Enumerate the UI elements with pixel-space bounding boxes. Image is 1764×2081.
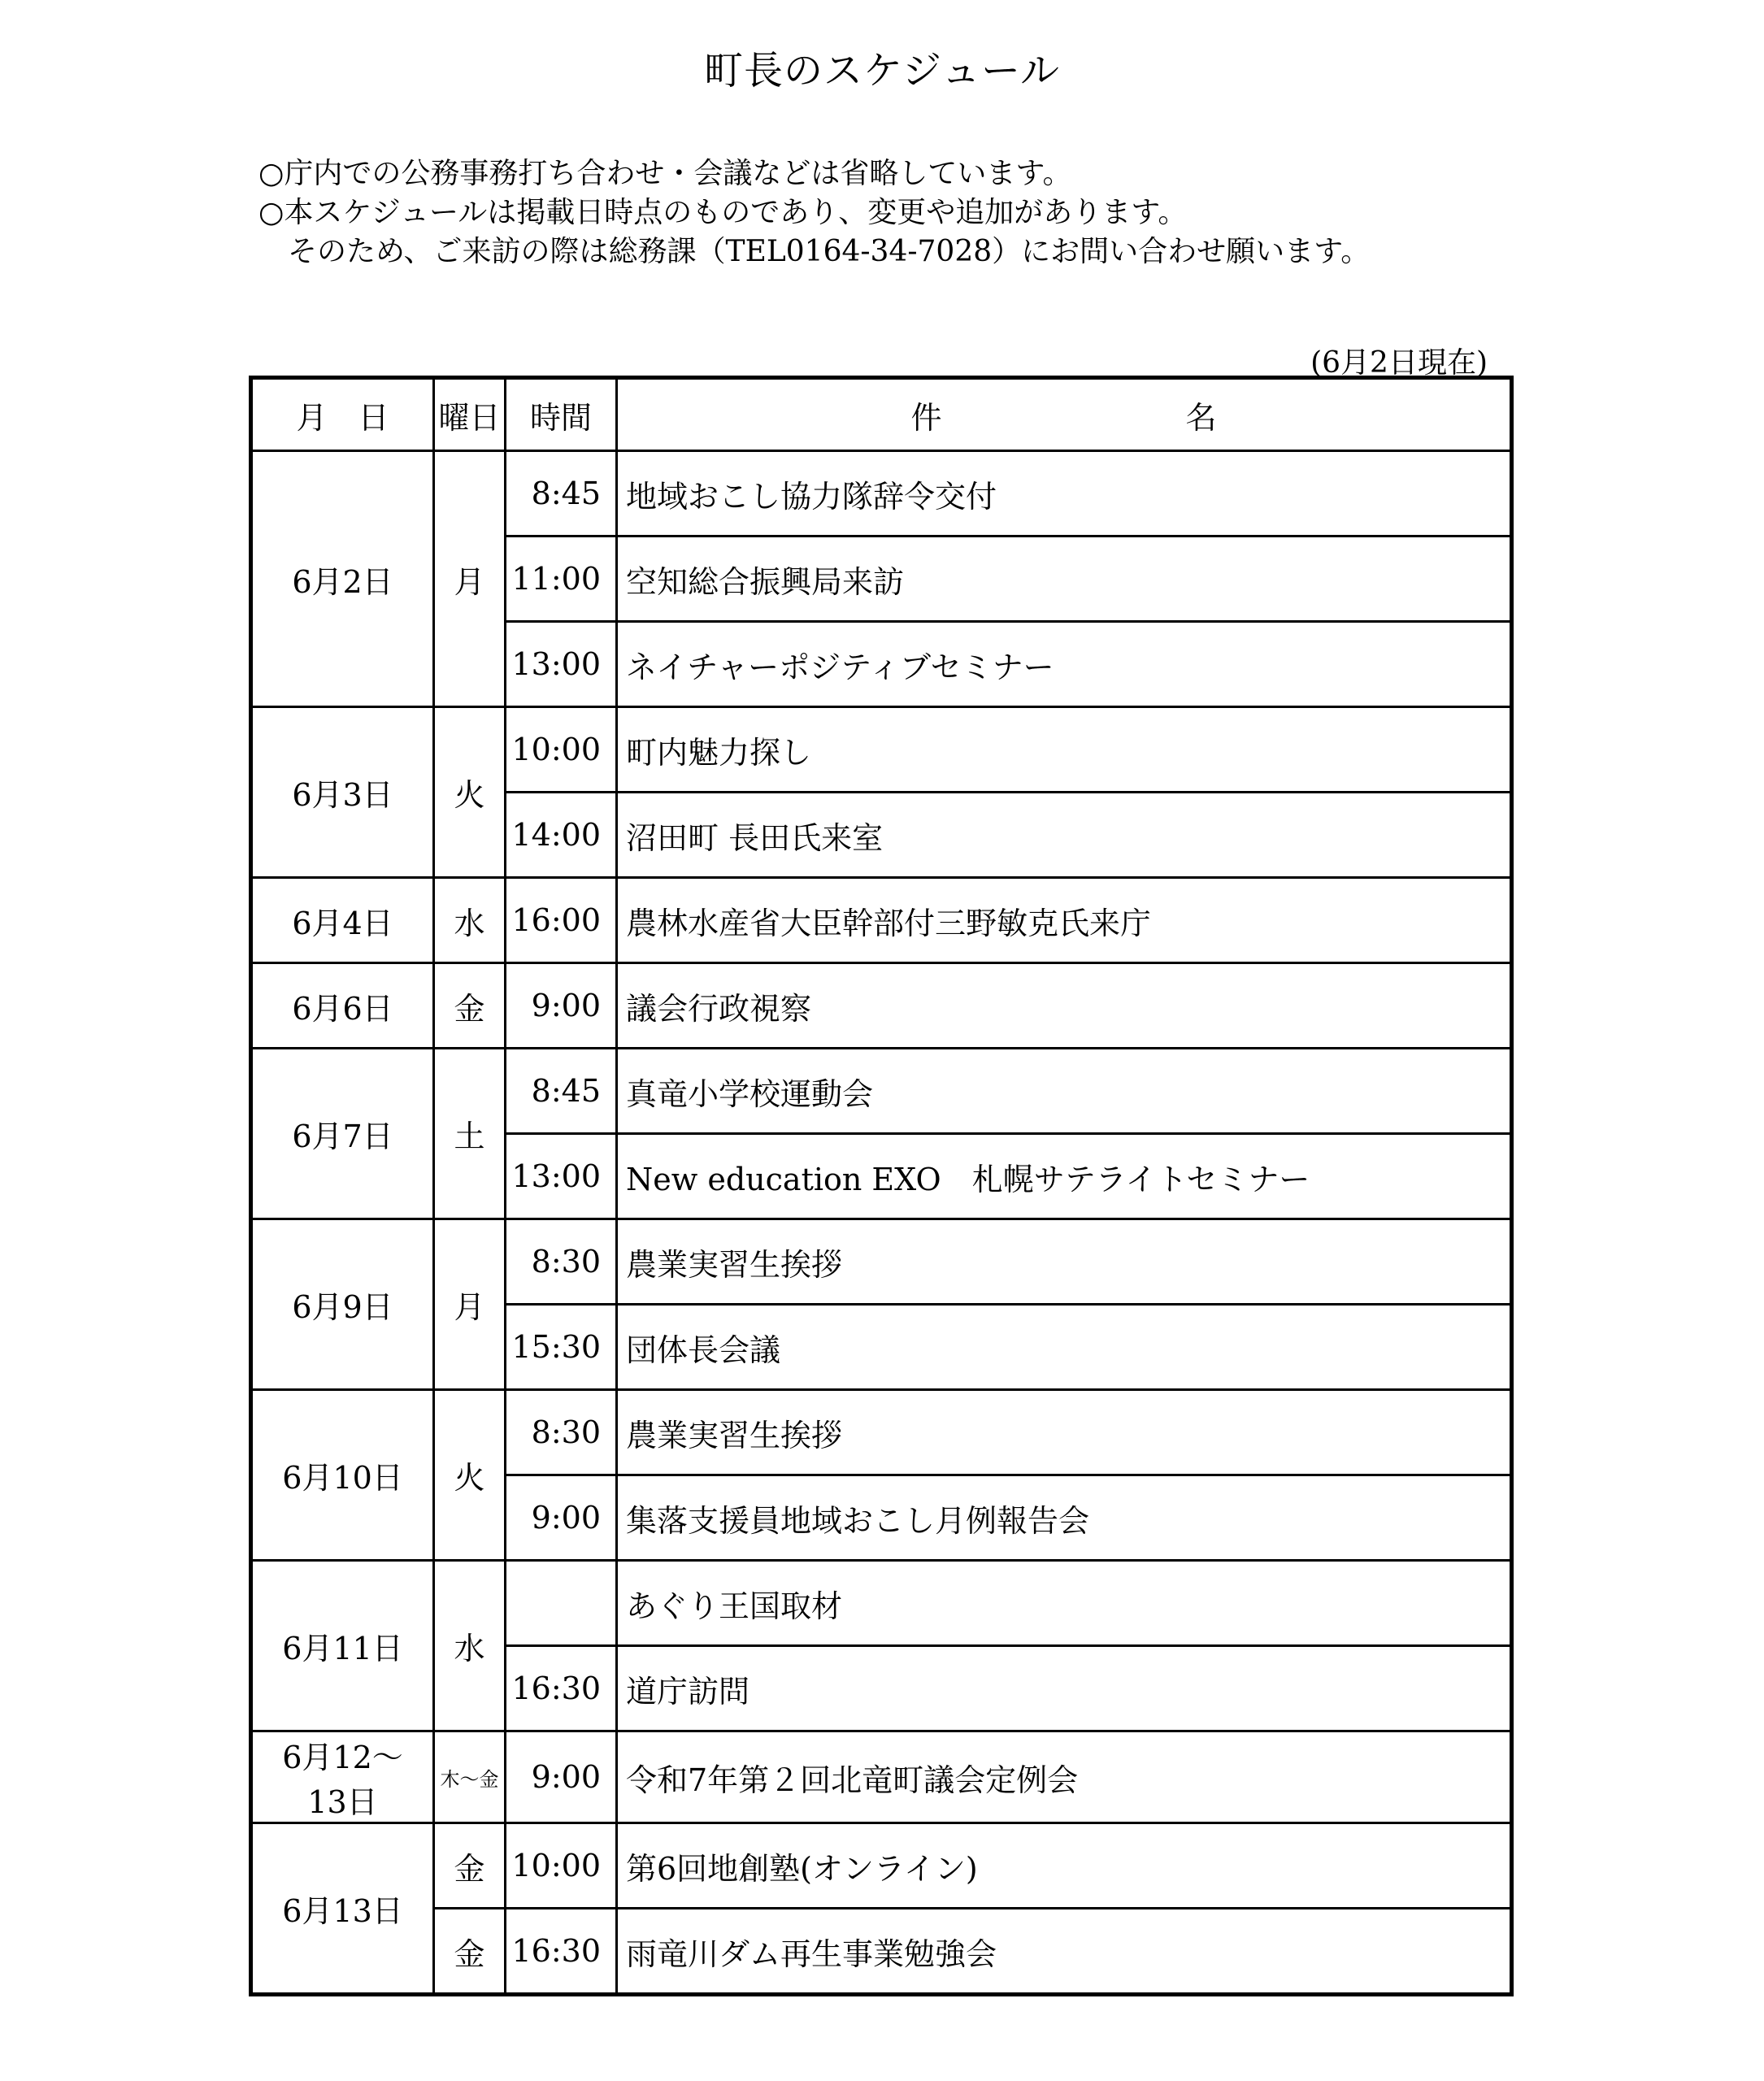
date-cell: 6月13日: [251, 1823, 434, 1995]
header-title-part: 名: [1185, 399, 1217, 436]
table-row: [251, 878, 1512, 963]
event-title-cell: 雨竜川ダム再生事業勉強会: [617, 1909, 1512, 1995]
date-cell: 6月4日: [251, 878, 434, 963]
schedule-table: [249, 376, 1514, 1996]
event-title-cell: 農業実習生挨拶: [617, 1390, 1512, 1475]
date-cell: 6月3日: [251, 707, 434, 878]
time-cell: 10:00: [506, 1823, 617, 1909]
event-title-cell: 令和7年第２回北竜町議会定例会: [617, 1731, 1512, 1823]
header-title: [617, 378, 1512, 451]
header-title-part: 件: [910, 399, 942, 436]
time-cell: 8:45: [506, 451, 617, 537]
table-row: [251, 963, 1512, 1049]
time-cell: 9:00: [506, 963, 617, 1049]
header-weekday: 曜日: [434, 378, 506, 451]
weekday-cell: 金: [434, 1909, 506, 1995]
table-row: [251, 1390, 1512, 1475]
weekday-cell: 火: [434, 707, 506, 878]
date-cell: 6月11日: [251, 1561, 434, 1731]
schedule-body: [251, 451, 1512, 1995]
time-cell: [506, 1561, 617, 1646]
event-title-cell: 空知総合振興局来訪: [617, 537, 1512, 622]
date-cell: 6月10日: [251, 1390, 434, 1561]
table-row: [251, 1823, 1512, 1909]
time-cell: 9:00: [506, 1475, 617, 1561]
time-cell: 16:30: [506, 1909, 617, 1995]
header-date: 月 日: [251, 378, 434, 451]
time-cell: 13:00: [506, 1134, 617, 1219]
weekday-cell: 土: [434, 1049, 506, 1219]
event-title-cell: 集落支援員地域おこし月例報告会: [617, 1475, 1512, 1561]
header-row: [251, 378, 1512, 451]
table-row: [251, 1731, 1512, 1823]
event-title-cell: New education EXO 札幌サテライトセミナー: [617, 1134, 1512, 1219]
note-line: ○庁内での公務事務打ち合わせ・会議などは省略しています。: [259, 157, 1072, 190]
time-cell: 8:30: [506, 1219, 617, 1305]
time-cell: 8:30: [506, 1390, 617, 1475]
table-row: [251, 1049, 1512, 1134]
event-title-cell: 農林水産省大臣幹部付三野敏克氏来庁: [617, 878, 1512, 963]
date-cell: 6月12～ 13日: [251, 1731, 434, 1823]
as-of-date: (6月2日現在): [1310, 346, 1488, 380]
note-line: ○本スケジュールは掲載日時点のものであり、変更や追加があります。: [259, 196, 1188, 229]
page-title: 町長のスケジュール: [703, 48, 1061, 93]
weekday-cell: 水: [434, 878, 506, 963]
event-title-cell: 道庁訪問: [617, 1646, 1512, 1731]
weekday-cell: 月: [434, 1219, 506, 1390]
event-title-cell: 沼田町 長田氏来室: [617, 793, 1512, 878]
notes: [259, 154, 1370, 272]
time-cell: 16:00: [506, 878, 617, 963]
event-title-cell: 地域おこし協力隊辞令交付: [617, 451, 1512, 537]
time-cell: 13:00: [506, 622, 617, 707]
table-row: [251, 1909, 1512, 1995]
date-cell: 6月6日: [251, 963, 434, 1049]
table-row: [251, 1561, 1512, 1646]
time-cell: 8:45: [506, 1049, 617, 1134]
header-time: 時間: [506, 378, 617, 451]
event-title-cell: 団体長会議: [617, 1305, 1512, 1390]
date-cell: 6月9日: [251, 1219, 434, 1390]
weekday-cell: 金: [434, 963, 506, 1049]
time-cell: 11:00: [506, 537, 617, 622]
table-row: [251, 451, 1512, 537]
time-cell: 15:30: [506, 1305, 617, 1390]
event-title-cell: 町内魅力探し: [617, 707, 1512, 793]
weekday-cell: 火: [434, 1390, 506, 1561]
event-title-cell: 議会行政視察: [617, 963, 1512, 1049]
event-title-cell: ネイチャーポジティブセミナー: [617, 622, 1512, 707]
time-cell: 9:00: [506, 1731, 617, 1823]
date-cell: 6月7日: [251, 1049, 434, 1219]
note-line: そのため、ご来訪の際は総務課（TEL0164-34-7028）にお問い合わせ願います。: [259, 235, 1371, 268]
table-row: [251, 707, 1512, 793]
time-cell: 16:30: [506, 1646, 617, 1731]
event-title-cell: 農業実習生挨拶: [617, 1219, 1512, 1305]
time-cell: 14:00: [506, 793, 617, 878]
weekday-cell: 金: [434, 1823, 506, 1909]
weekday-cell: 月: [434, 451, 506, 707]
event-title-cell: 第6回地創塾(オンライン): [617, 1823, 1512, 1909]
time-cell: 10:00: [506, 707, 617, 793]
table-row: [251, 1219, 1512, 1305]
date-cell: 6月2日: [251, 451, 434, 707]
weekday-cell: 木～金: [434, 1731, 506, 1823]
event-title-cell: あぐり王国取材: [617, 1561, 1512, 1646]
weekday-cell: 水: [434, 1561, 506, 1731]
event-title-cell: 真竜小学校運動会: [617, 1049, 1512, 1134]
